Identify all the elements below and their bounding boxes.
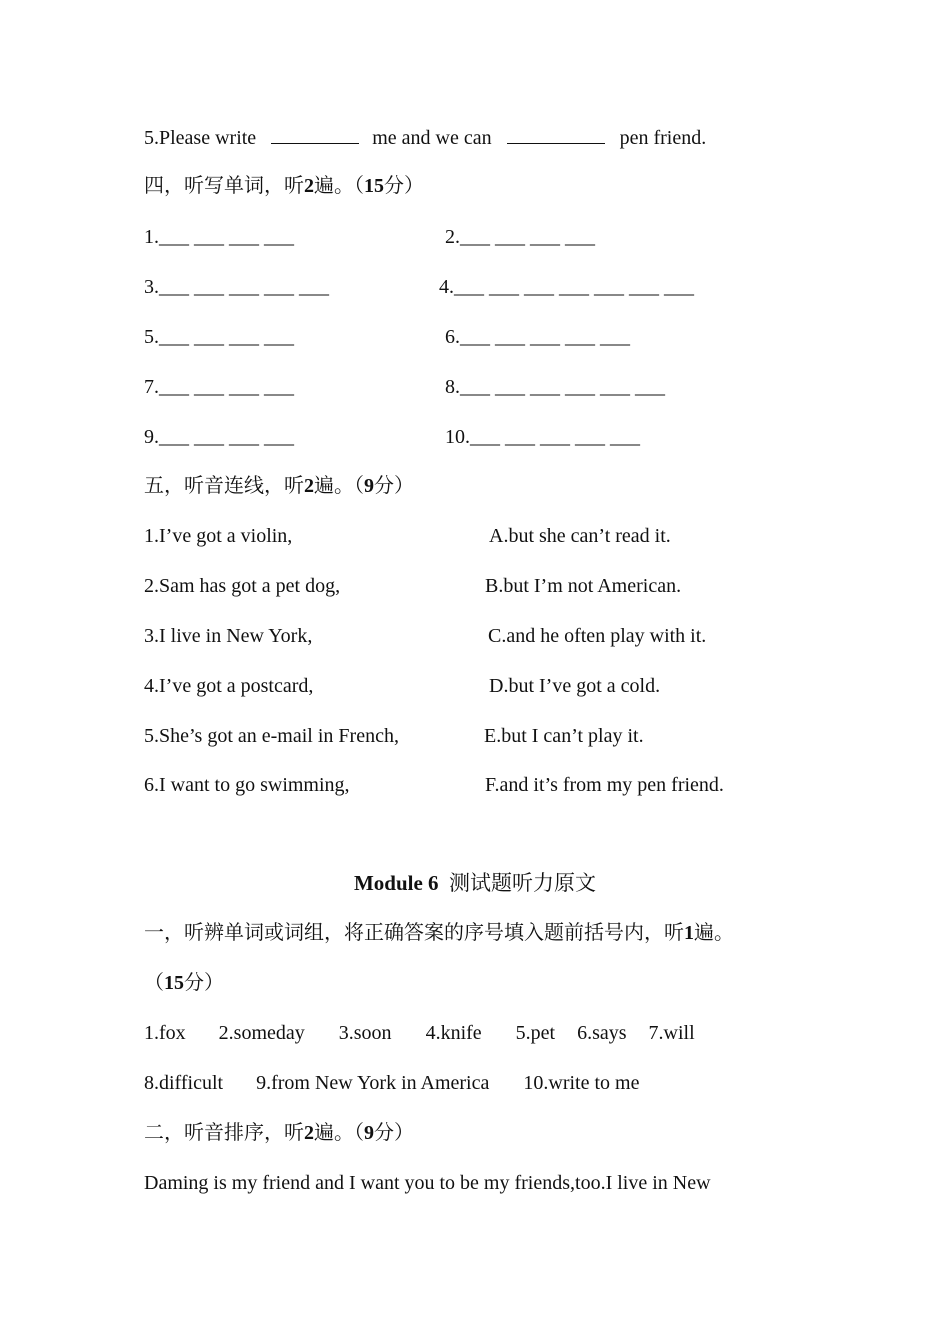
section-heading: 五，听音连线，听2遍。（9分） bbox=[144, 475, 414, 497]
dictation-item: 9.___ ___ ___ ___ bbox=[144, 426, 294, 448]
dictation-item: 6.___ ___ ___ ___ ___ bbox=[445, 326, 630, 348]
dictation-item: 5.___ ___ ___ ___ bbox=[144, 326, 294, 348]
passage-text: Daming is my friend and I want you to be my friends,too.I live in New bbox=[144, 1172, 711, 1194]
match-right: B.but I’m not American. bbox=[485, 575, 682, 597]
dictation-item: 10.___ ___ ___ ___ ___ bbox=[445, 426, 640, 448]
match-left: 6.I want to go swimming, bbox=[144, 774, 350, 796]
page-title: Module 6 测试题听力原文 bbox=[353, 871, 597, 895]
match-left: 2.Sam has got a pet dog, bbox=[144, 575, 341, 597]
dictation-item: 3.___ ___ ___ ___ ___ bbox=[144, 276, 329, 298]
match-left: 5.She’s got an e-mail in French, bbox=[144, 725, 399, 747]
match-left: 3.I live in New York, bbox=[144, 625, 313, 647]
match-right: D.but I’ve got a cold. bbox=[489, 675, 661, 697]
dictation-item: 2.___ ___ ___ ___ bbox=[445, 226, 595, 248]
match-right: A.but she can’t read it. bbox=[489, 525, 671, 547]
match-right: F.and it’s from my pen friend. bbox=[485, 774, 724, 796]
dictation-item: 8.___ ___ ___ ___ ___ ___ bbox=[445, 376, 665, 398]
match-right: C.and he often play with it. bbox=[488, 625, 707, 647]
match-left: 4.I’ve got a postcard, bbox=[144, 675, 314, 697]
answer-blank bbox=[507, 125, 605, 144]
section-heading: 一，听辨单词或词组，将正确答案的序号填入题前括号内，听1遍。 bbox=[144, 922, 734, 944]
answer-blank bbox=[271, 125, 359, 144]
section-score: （15分） bbox=[144, 972, 224, 994]
match-right: E.but I can’t play it. bbox=[484, 725, 644, 747]
dictation-item: 7.___ ___ ___ ___ bbox=[144, 376, 294, 398]
question-line: 5.Please write me and we can pen friend. bbox=[144, 127, 707, 149]
section-heading: 四，听写单词，听2遍。（15分） bbox=[144, 175, 424, 197]
word-list-row: 8.difficult 9.from New York in America 10.write to me bbox=[144, 1072, 640, 1094]
dictation-item: 1.___ ___ ___ ___ bbox=[144, 226, 294, 248]
dictation-item: 4.___ ___ ___ ___ ___ ___ ___ bbox=[439, 276, 694, 298]
word-list-row: 1.fox 2.someday 3.soon 4.knife 5.pet 6.says 7.will bbox=[144, 1022, 695, 1044]
match-left: 1.I’ve got a violin, bbox=[144, 525, 293, 547]
section-heading: 二，听音排序，听2遍。（9分） bbox=[144, 1122, 414, 1144]
